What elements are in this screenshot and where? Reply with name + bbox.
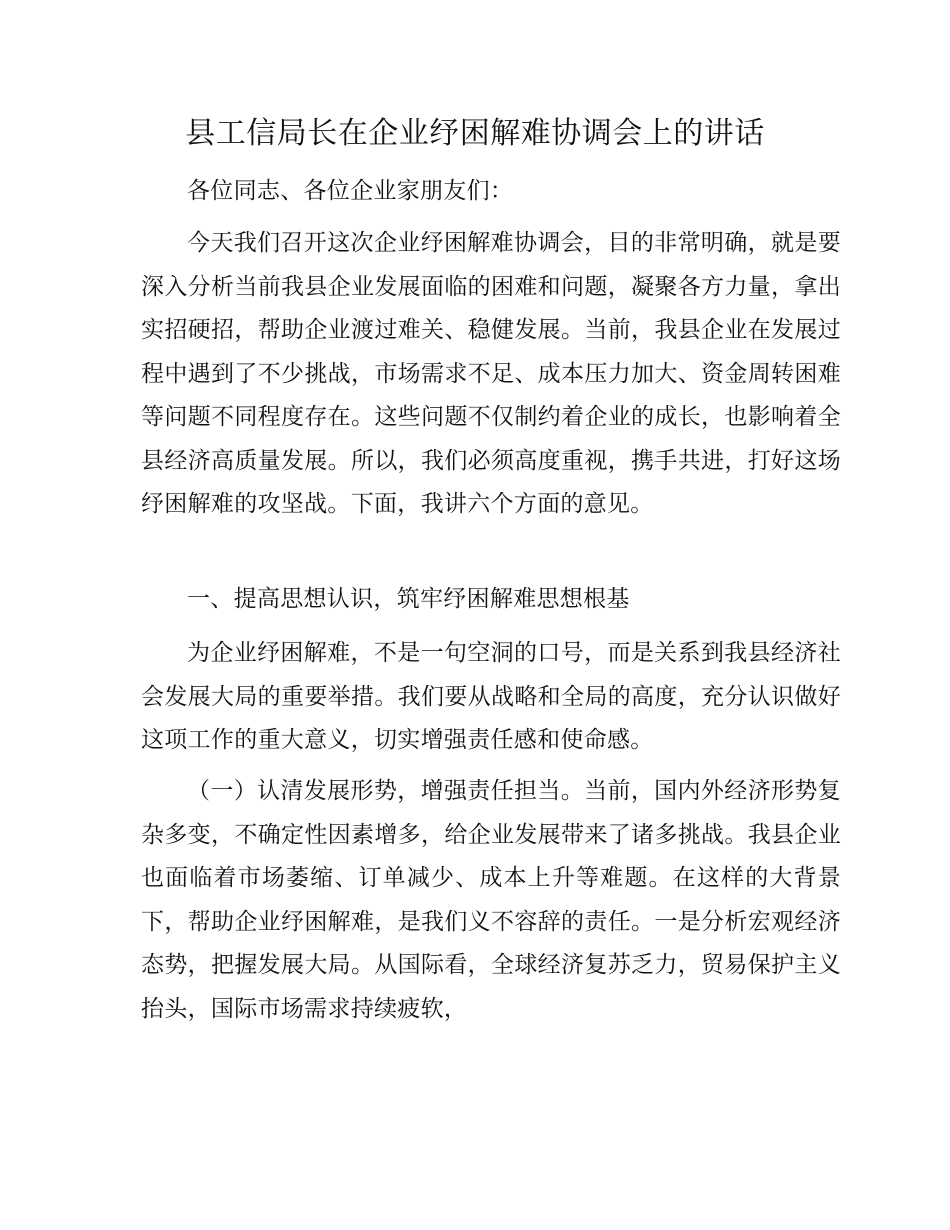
section-heading: 一、提高思想认识，筑牢纾困解难思想根基 [187, 586, 630, 612]
subsection-paragraph: （一）认清发展形势，增强责任担当。当前，国内外经济形势复杂多变，不确定性因素增多，给企业发展带来了诸多挑战。我县企业也面临着市场萎缩、订单减少、成本上升等难题。在这样的大背景下，帮助企业纾困解难，是我们义不容辞的责任。一是分析宏观经济态势，把握发展大局。从国际看，全球经济复苏乏力，贸易保护主义抬头，国际市场需求持续疲软， [141, 778, 841, 1022]
document-title: 县工信局长在企业纾困解难协调会上的讲话 [185, 116, 765, 151]
intro-paragraph: 今天我们召开这次企业纾困解难协调会，目的非常明确，就是要深入分析当前我县企业发展面临的困难和问题，凝聚各方力量，拿出实招硬招，帮助企业渡过难关、稳健发展。当前，我县企业在发展过程中遇到了不少挑战，市场需求不足、成本压力加大、资金周转困难等问题不同程度存在。这些问题不仅制约着企业的成长，也影响着全县经济高质量发展。所以，我们必须高度重视，携手共进，打好这场纾困解难的攻坚战。下面，我讲六个方面的意见。 [141, 230, 841, 517]
section-body-paragraph: 为企业纾困解难，不是一句空洞的口号，而是关系到我县经济社会发展大局的重要举措。我们要从战略和全局的高度，充分认识做好这项工作的重大意义，切实增强责任感和使命感。 [141, 640, 841, 753]
greeting-paragraph: 各位同志、各位企业家朋友们： [187, 178, 514, 204]
